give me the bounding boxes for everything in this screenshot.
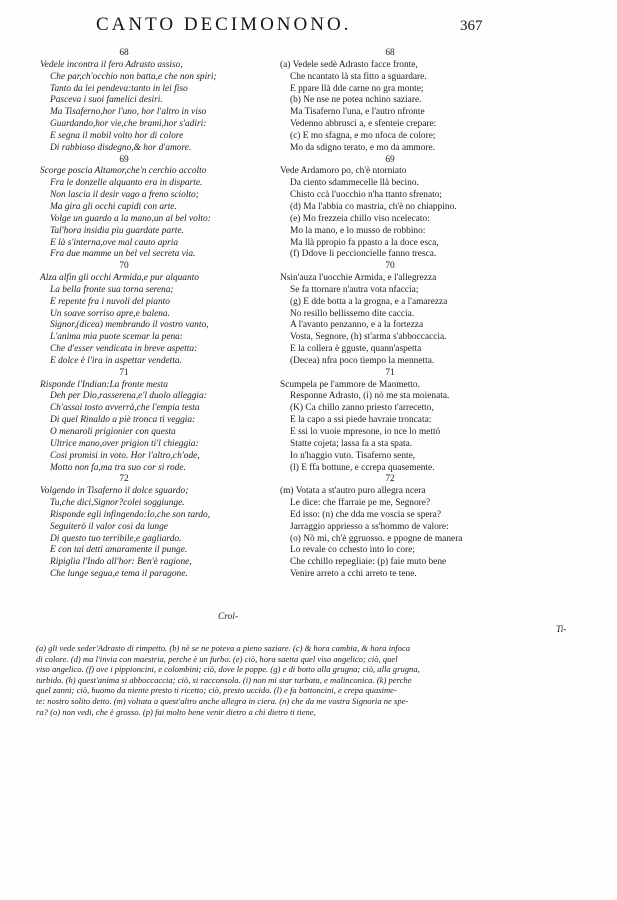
verse-line: O menaroli prigionier con questa bbox=[50, 427, 176, 437]
verse-line: E la collera è gguste, quann'aspetta bbox=[290, 344, 422, 355]
stanza bbox=[280, 261, 570, 368]
verse-line: Un soave sorriso apre,e balena. bbox=[50, 308, 170, 319]
verse-line: Statte cojeta; lassa fa a sta spata. bbox=[290, 438, 413, 449]
verse-line: Mo la mano, e lo musso de robbino: bbox=[290, 225, 426, 236]
verse-line: Fra le donzelle alquanto era in disparte. bbox=[50, 178, 203, 189]
verse-line: (e) Mo frezzeia chillo viso ncelecato: bbox=[290, 213, 430, 224]
page-header bbox=[96, 14, 516, 36]
verse-line: Che ncantato là sta fitto a sguardare. bbox=[290, 71, 427, 82]
verse-line: (b) Ne nse ne potea nchino saziare. bbox=[290, 95, 422, 106]
page-number: 367 bbox=[460, 18, 483, 34]
stanza bbox=[40, 368, 268, 475]
verse-line: Volgendo in Tisaferno il dolce sguardo; bbox=[40, 486, 189, 497]
verse-line: Di quel Rinaldo a piè tronca ti veggia: bbox=[50, 415, 196, 426]
stanza-number: 71 bbox=[385, 367, 395, 378]
footnote-line: te: nostro solito detto. (m) voltata a quest'altro anche allegra in ciera. (n) che da me vostra Signoria ne spe- bbox=[36, 695, 409, 706]
verse-line: La bella fronte sua torna serena; bbox=[50, 284, 174, 295]
verse-line: Ultrice mano,over prigion ti'l chieggia: bbox=[50, 438, 199, 449]
verse-line: Chisto ccà l'uocchio n'ha ttanto sfrenato; bbox=[290, 190, 443, 201]
verse-line: Scumpela pe l'ammore de Maometto. bbox=[280, 379, 420, 390]
verse-line: Tanto da lei pendeva:tanto in lei fiso bbox=[50, 83, 188, 94]
verse-line: A l'avanto penzanno, e a la fortezza bbox=[290, 320, 424, 331]
verse-line: Vedenno abbrusci a, e sfenteie crepare: bbox=[290, 119, 437, 130]
verse-line: Io n'haggio vuto. Tisaferno sente, bbox=[290, 450, 416, 461]
verse-line: No resillo bellissemo dite caccia. bbox=[290, 308, 415, 319]
stanza-number: 71 bbox=[119, 367, 129, 378]
verse-line: Motto non fa,ma tra suo cor si rode. bbox=[50, 462, 186, 473]
verse-line: E con tai detti amaramente il punge. bbox=[50, 545, 188, 556]
verse-line: Nsin'auza l'uocchie Armida, e l'allegrezza bbox=[280, 273, 437, 284]
footnote-line: ra? (o) non vedi, che è grosso. (p) fai molto bene venir dietro a chi dietro ti tiene, bbox=[36, 706, 316, 717]
verse-line: Signor,(dicea) membrando il vostro vanto, bbox=[50, 320, 209, 331]
running-title: CANTO DECIMONONO. bbox=[96, 14, 352, 35]
verse-line: Volge un guardo a la mano,un al bel volto: bbox=[50, 213, 211, 224]
verse-line: Ma Tisaferno l'una, e l'autro nfronte bbox=[290, 107, 425, 118]
verse-line: Risponde egli infingendo:Io,che son tardo, bbox=[50, 509, 211, 520]
verse-line: Deh per Dio,rasserena,e'l duolo alleggia: bbox=[50, 391, 207, 402]
verse-line: E là s'interna,ove mal cauto apria bbox=[50, 237, 179, 248]
verse-line: (m) Votata a st'autro puro allegra ncera bbox=[280, 486, 426, 497]
verse-line: E segna il mobil volto hor di colore bbox=[50, 130, 184, 141]
verse-line: Così promisi in voto. Hor l'altro,ch'ode, bbox=[50, 450, 200, 461]
verse-line: E ppare llà dde carne no gra monte; bbox=[290, 83, 424, 94]
verse-line: E repente fra i nuvoli del pianto bbox=[50, 296, 170, 307]
italian-text-column bbox=[40, 48, 268, 581]
stanza bbox=[40, 261, 268, 368]
verse-line: Lo revale co cchesto into lo core; bbox=[290, 545, 415, 556]
stanza-number: 72 bbox=[119, 474, 129, 485]
footnote-line: di colore. (d) ma l'invia con maestria, perche è un furbo. (e) ciò, hora saetta quel viso angelico; ciò, quel bbox=[36, 653, 398, 664]
verse-line: (K) Ca chillo zanno priesto t'arrecetto, bbox=[290, 403, 434, 414]
verse-line: Non lascia il desir vago a freno sciolto; bbox=[50, 190, 199, 201]
verse-line: Jarraggio appriesso a ss'hommo de valore: bbox=[290, 521, 449, 532]
footnotes bbox=[36, 643, 576, 717]
footnote-line: turbido. (h) quest'anima si abboccaccia; ciò, si racconsola. (i) non mi star turbata, e malinconica. (k) perche bbox=[36, 674, 412, 685]
verse-line: E dolce è l'ira in aspettar vendetta. bbox=[50, 355, 182, 366]
verse-line: Pasceva i suoi famelici desiri. bbox=[50, 95, 163, 106]
verse-line: (l) E ffa bottune, e ccrepa quasemente. bbox=[290, 462, 435, 473]
verse-line: (a) Vedele sedè Adrasto facce fronte, bbox=[280, 59, 418, 70]
verse-line: E ssi lo vuoie mpresone, io nce lo mettó bbox=[290, 427, 441, 437]
verse-line: Di questo tuo terribile,e gagliardo. bbox=[50, 533, 182, 544]
neapolitan-text-column bbox=[280, 48, 570, 581]
verse-line: Da ciento sdammecelle llà becino. bbox=[290, 178, 419, 189]
verse-line: Tu,che dici,Signor?colei soggiunge. bbox=[50, 498, 185, 509]
footnote-line: viso angelico. (f) ove i pippioncini, e colombini; ciò, dove le poppe. (g) e di botto alla grugna; ciò, alla grugna, bbox=[36, 664, 420, 675]
verse-line: Vosta, Segnore, (h) st'arma s'abboccaccia. bbox=[290, 332, 447, 343]
stanza bbox=[280, 155, 570, 262]
verse-line: Che cchillo repegliaie: (p) faie muto bene bbox=[290, 557, 447, 568]
verse-line: Venire arreto a cchi arreto te tene. bbox=[290, 569, 417, 580]
verse-line: Vedele incontra il fero Adrasto assiso, bbox=[40, 59, 183, 70]
verse-line: Fra due mamme un bel vel secreta via. bbox=[50, 249, 196, 260]
verse-line: Ripiglia l'Indo all'hor: Ben'è ragione, bbox=[50, 557, 192, 568]
verse-line: Vede Ardamoro po, ch'è ntorniato bbox=[280, 166, 407, 177]
verse-line: Mo da sdigno terato, e mo da ammore. bbox=[290, 142, 436, 153]
stanza bbox=[40, 48, 268, 155]
stanza-number: 69 bbox=[119, 154, 129, 165]
verse-line: Ch'assai tosto avverrà,che l'empia testa bbox=[50, 403, 200, 414]
stanza-number: 69 bbox=[385, 154, 395, 165]
stanza bbox=[40, 474, 268, 581]
verse-line: (Decea) nfra poco tiempo la mennetta. bbox=[290, 355, 435, 366]
verse-line: Se fa ttornare n'autra vota nfaccia; bbox=[290, 284, 419, 295]
stanza-number: 68 bbox=[119, 48, 129, 58]
verse-line: Alza alfin gli occhi Armida,e pur alquanto bbox=[40, 273, 199, 284]
left-catchword: Crol- bbox=[218, 612, 238, 622]
stanza bbox=[40, 155, 268, 262]
verse-line: (o) Nò mi, ch'è ggruosso. e ppogne de manera bbox=[290, 533, 463, 544]
verse-line: L'anima mia puote scemar la pena: bbox=[50, 332, 183, 343]
verse-line: Tal'hora insidia piu guardate parte. bbox=[50, 225, 184, 236]
right-catchword: Ti- bbox=[556, 625, 567, 635]
verse-line: Risponde l'Indian:La fronte mesta bbox=[40, 379, 168, 390]
stanza bbox=[280, 474, 570, 581]
verse-line: Guardando,hor vie,che brami,hor s'adiri: bbox=[50, 119, 207, 130]
verse-line: Di rabbioso disdegno,& hor d'amore. bbox=[50, 142, 192, 153]
verse-line: Scorge poscia Altamor,che'n cerchio accolto bbox=[40, 166, 207, 177]
verse-line: (c) E mo sfagna, e mo nfoca de colore; bbox=[290, 130, 436, 141]
footnote-line: quel zanni; ciò, huomo da niente presto ti ricetto; ciò, presto uccido. (l) e fa bottoncini, e crepa quasime- bbox=[36, 685, 397, 696]
stanza-number: 68 bbox=[385, 48, 395, 58]
verse-line: (g) E dde botta a la grogna, e a l'amarezza bbox=[290, 296, 448, 307]
stanza bbox=[280, 48, 570, 155]
stanza-number: 70 bbox=[119, 261, 129, 272]
footnote-line: (a) gli vede seder'Adrasto di rimpetto. (b) nè se ne poteva a pieno saziare. (c) & hora cambia, & hora infoca bbox=[36, 643, 411, 653]
verse-line: Responne Adrasto, (i) nò me sta moienata. bbox=[290, 391, 450, 402]
verse-line: Ma Tisaferno,hor l'uno, hor l'altro in viso bbox=[50, 107, 207, 118]
verse-line: Che d'esser vendicata in breve aspetta: bbox=[50, 344, 198, 355]
verse-line: Che par,ch'occhio non batta,e che non spiri; bbox=[50, 71, 217, 82]
verse-line: Seguiterò il valor così da lunge bbox=[50, 521, 168, 532]
stanza-number: 72 bbox=[385, 474, 395, 485]
stanza-number: 70 bbox=[385, 261, 395, 272]
verse-line: Ed isso: (n) che dda me voscia se spera? bbox=[290, 509, 441, 520]
verse-line: Le dice: che ffarraie pe me, Segnore? bbox=[290, 498, 431, 509]
verse-line: (f) Ddove li peccioncielle fanno tresca. bbox=[290, 249, 437, 260]
verse-line: (d) Ma l'abbia co mastria, ch'è no chiappino. bbox=[290, 201, 457, 212]
verse-line: Ma gira gli occhi cupidi con arte. bbox=[50, 201, 177, 212]
verse-line: E la capo a ssi piede havraie troncata: bbox=[290, 415, 432, 426]
verse-line: Ma llà ppropio fa ppasto a la doce esca, bbox=[290, 237, 439, 248]
stanza bbox=[280, 368, 570, 475]
verse-line: Che lunge segua,e tema il paragone. bbox=[50, 569, 188, 580]
